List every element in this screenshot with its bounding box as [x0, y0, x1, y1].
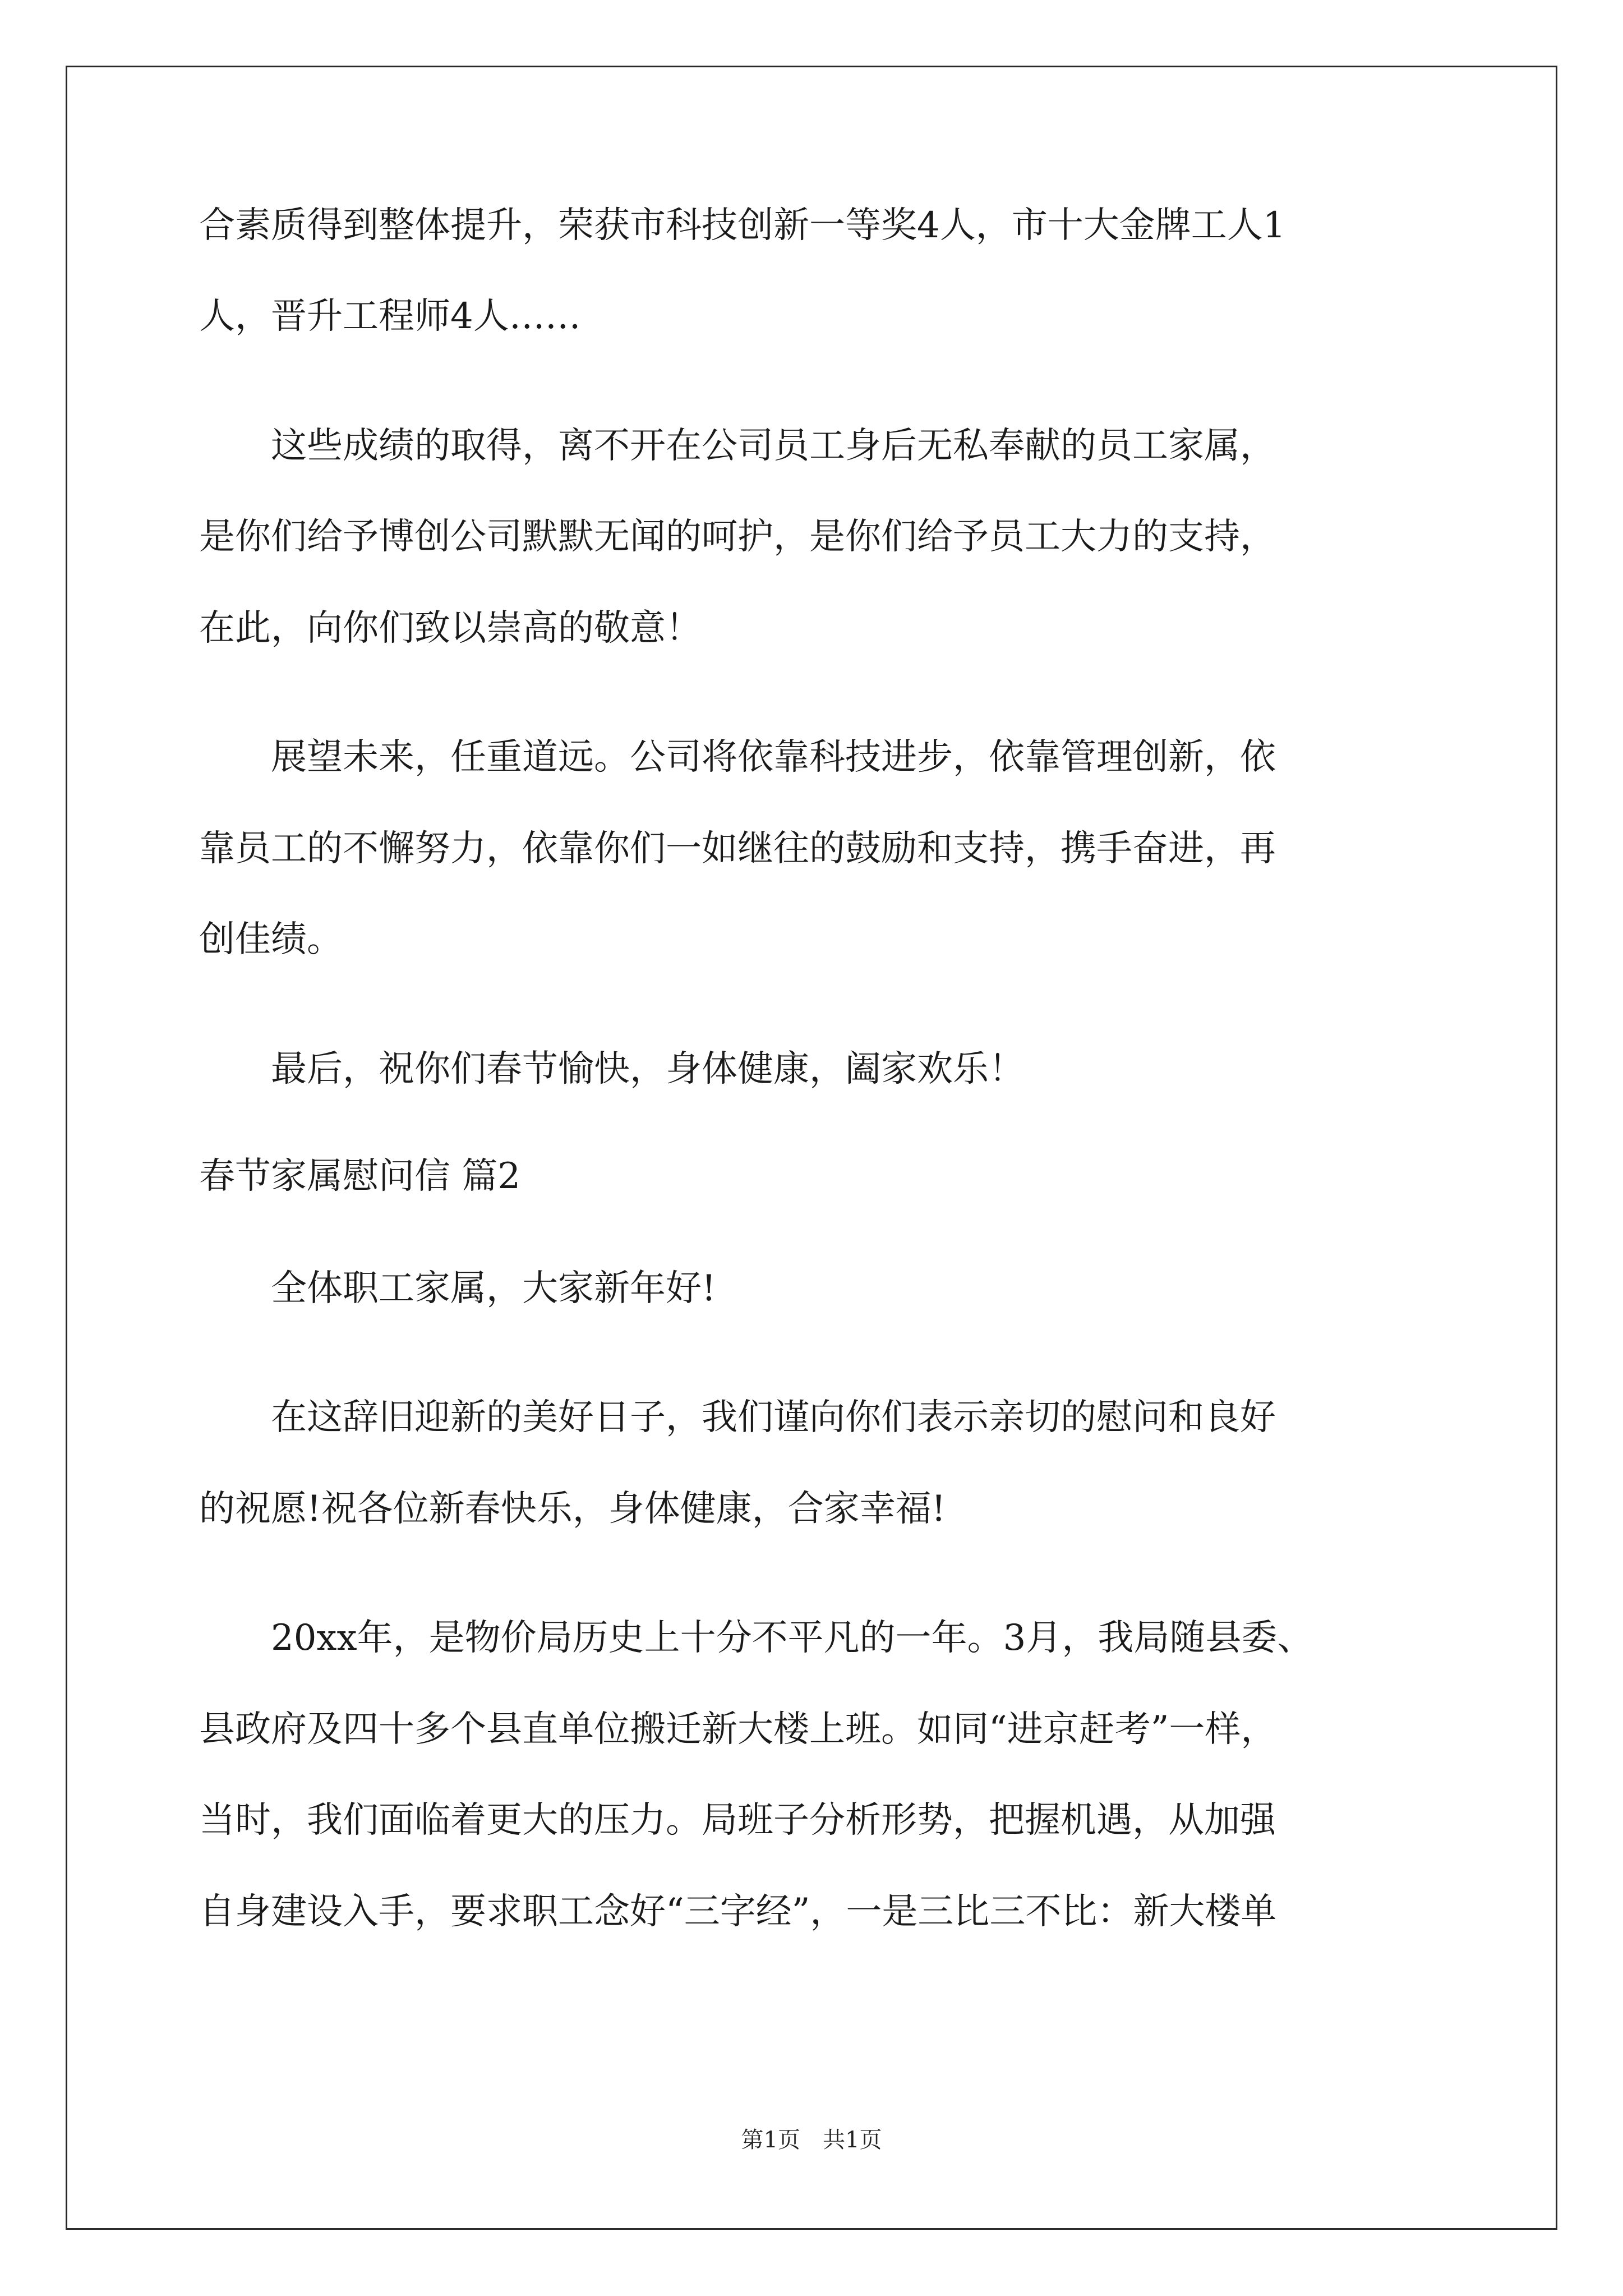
- section-heading: 春节家属慰问信 篇2: [199, 1156, 521, 1197]
- text-line: 是你们给予博创公司默默无闻的呵护，是你们给予员工大力的支持，: [199, 516, 1276, 558]
- page-footer: 第1页 共1页: [741, 2127, 882, 2153]
- text-line: 自身建设入手，要求职工念好“三字经”，一是三比三不比：新大楼单: [199, 1891, 1277, 1932]
- text-line: 县政府及四十多个县直单位搬迁新大楼上班。如同“进京赶考”一样，: [199, 1709, 1277, 1750]
- text-line: 靠员工的不懈努力，依靠你们一如继往的鼓励和支持，携手奋进，再: [199, 828, 1276, 869]
- text-line: 最后，祝你们春节愉快，身体健康，阖家欢乐！: [199, 1048, 1025, 1090]
- text-line: 全体职工家属，大家新年好!: [199, 1268, 716, 1309]
- text-line: 的祝愿!祝各位新春快乐，身体健康，合家幸福!: [199, 1488, 946, 1530]
- text-line: 20xx年，是物价局历史上十分不平凡的一年。3月，我局随县委、: [199, 1617, 1313, 1659]
- text-line: 展望未来，任重道远。公司将依靠科技进步，依靠管理创新，依: [199, 737, 1276, 778]
- text-line: 这些成绩的取得，离不开在公司员工身后无私奉献的员工家属，: [199, 425, 1276, 467]
- text-line: 创佳绩。: [199, 919, 343, 960]
- text-line: 在此，向你们致以崇高的敬意！: [199, 608, 702, 649]
- text-line: 人，晋升工程师4人……: [199, 296, 581, 337]
- text-line: 在这辞旧迎新的美好日子，我们谨向你们表示亲切的慰问和良好: [199, 1397, 1276, 1438]
- text-line: 合素质得到整体提升，荣获市科技创新一等奖4人，市十大金牌工人1: [199, 205, 1286, 246]
- text-line: 当时，我们面临着更大的压力。局班子分析形势，把握机遇，从加强: [199, 1800, 1276, 1841]
